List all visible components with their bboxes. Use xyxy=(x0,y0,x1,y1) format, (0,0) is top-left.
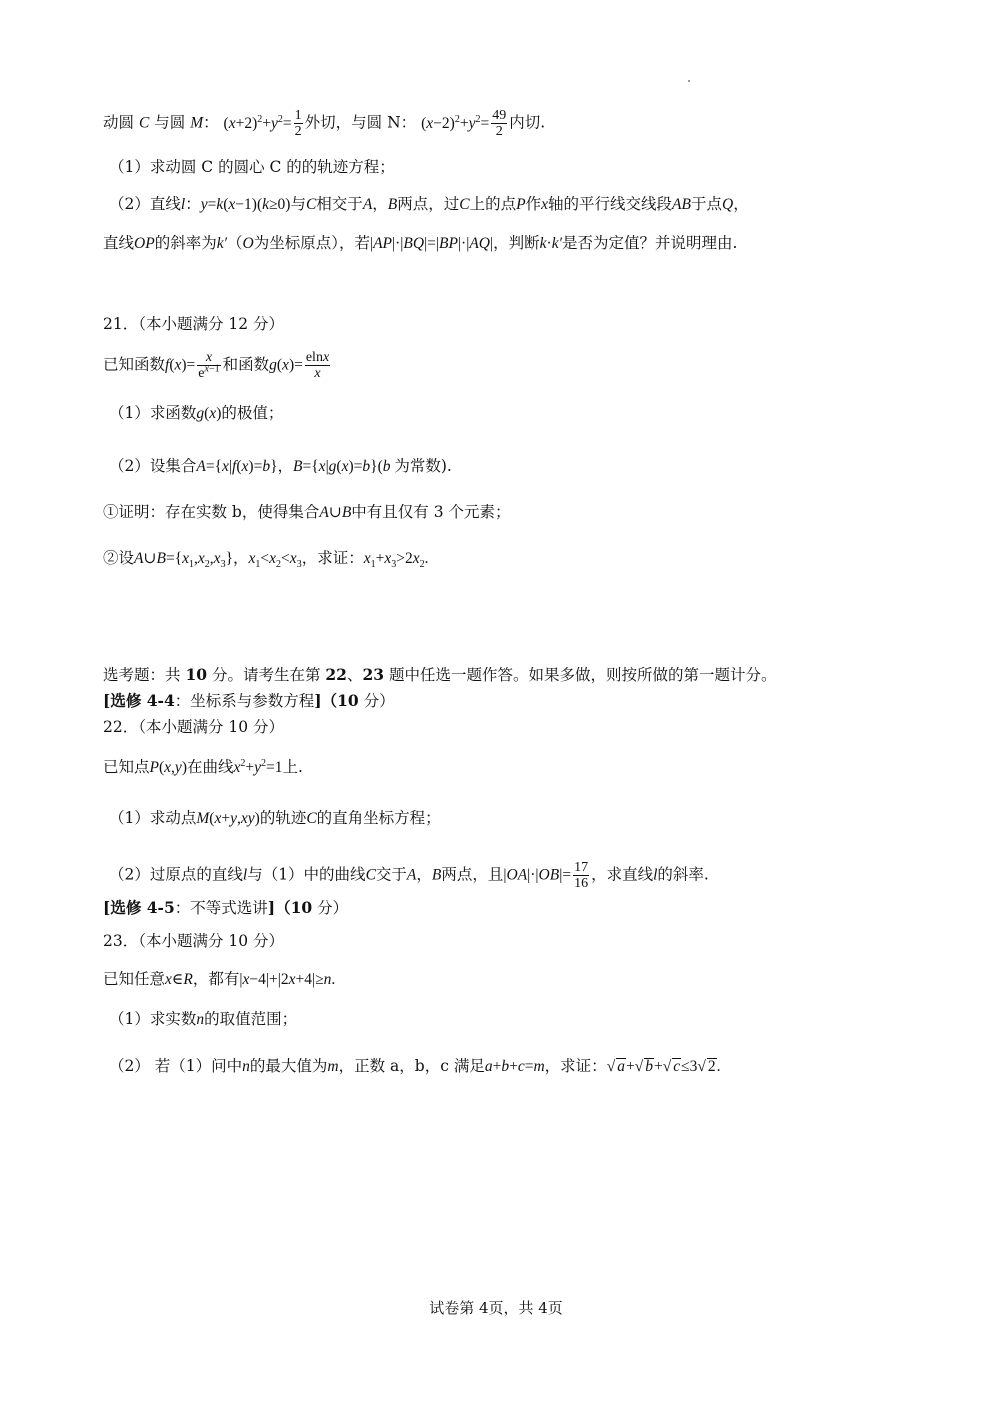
q20-text: 于点 xyxy=(690,195,722,213)
q22-text: ，求直线 xyxy=(591,865,654,884)
q21-text: 已知函数 xyxy=(103,355,166,374)
q22-text: 上. xyxy=(282,758,303,776)
q20-text: 轴的平行线交线段 xyxy=(548,195,673,213)
fraction: $\frac{1}{2}$ xyxy=(294,108,302,139)
q22-text: 与（1）中的曲线 xyxy=(247,865,366,884)
scan-dot xyxy=(688,80,690,82)
q20-text: 两点，过 xyxy=(397,195,460,213)
q21-part2: （2）设集合A={x|f(x)=b}，B={x|g(x)=b}(b 为常数). xyxy=(109,457,452,475)
q23-part1: （1）求实数n的取值范围； xyxy=(109,1010,298,1028)
q20-stem: 动圆 C 与圆 M： $(x+2)^2+y^2=$ $\frac{1}{2}$ 外切，与圆 N： $(x-2)^2+y^2=$ $\frac{49}{2}$ 内切. xyxy=(103,108,546,139)
q22-text: 的直角坐标方程； xyxy=(316,809,441,827)
q20-text: 为坐标原点），若 xyxy=(253,234,370,252)
q21-text: （1）求函数 xyxy=(109,404,197,422)
q20-text: ，判断 xyxy=(493,234,540,252)
q20-stem-text: 动圆 xyxy=(103,113,135,132)
intro-text: 题中任选一题作答。如果多做，则按所做的第一题计分。 xyxy=(384,666,777,684)
q23-stem: 已知任意x∈R，都有|x−4|+|2x+4|≥n. xyxy=(103,970,336,988)
section-text: [选修 4-4 xyxy=(103,691,175,710)
section-text: 10 xyxy=(290,898,313,917)
q20-stem-text: 外切，与圆 N： xyxy=(304,113,417,132)
fraction: $\frac{elnx}{x}$ xyxy=(305,350,330,381)
q20-text: （ xyxy=(226,234,243,252)
optional-intro xyxy=(103,665,776,685)
q20-text: 作 xyxy=(525,195,542,213)
section-text: 分） xyxy=(358,692,395,710)
q22-part1: （1）求动点M(x+y,xy)的轨迹C的直角坐标方程； xyxy=(109,809,441,827)
section-text: 10 xyxy=(337,691,359,710)
intro-text: 22 xyxy=(325,665,347,684)
q22-text: 已知点 xyxy=(103,758,150,776)
q20-text: 是否为定值？并说明理由. xyxy=(561,234,738,252)
q23-text: （2） 若（1）问中 xyxy=(109,1057,243,1075)
intro-text: 10 xyxy=(185,665,208,684)
q20-text: 与 xyxy=(290,195,306,213)
q23-text: （1）求实数 xyxy=(109,1010,197,1028)
q20-stem-text: 内切. xyxy=(509,113,546,132)
q20-text: 直线 xyxy=(103,234,135,252)
q23-text: 的最大值为 xyxy=(249,1057,328,1075)
q20-part2-cont: 直线OP的斜率为k′（O为坐标原点），若|AP|·|BQ|=|BP|·|AQ|，判断k·k′是否为定值？并说明理由. xyxy=(103,234,738,252)
q20-text: （2）直线 xyxy=(109,195,181,213)
fraction: $\frac{17}{16}$ xyxy=(574,860,589,891)
q22-part2: （2）过原点的直线l与（1）中的曲线C交于A，B两点，且|OA|·|OB|= $\frac{17}{16}$ ，求直线l的斜率. xyxy=(109,860,709,891)
q22-stem: 已知点P(x,y)在曲线$x^2+y^2=1$上. xyxy=(103,757,303,776)
q23-text: 已知任意 xyxy=(103,970,166,988)
section-text: ]（ xyxy=(314,691,338,710)
q22-text: 的轨迹 xyxy=(259,809,307,827)
q21-text: 为常数). xyxy=(394,457,452,475)
q21-text: （2）设集合 xyxy=(109,457,197,475)
q23-text: 的取值范围； xyxy=(204,1010,298,1028)
intro-text: 23 xyxy=(362,665,385,684)
q22-text: 在曲线 xyxy=(186,758,234,776)
q23-part2: （2） 若（1）问中n的最大值为m，正数 a，b，c 满足a+b+c=m，求证：√ a+√ b+√ c≤3√ 2. xyxy=(109,1057,721,1075)
section-text: 分） xyxy=(312,899,349,917)
q22-text: 的斜率. xyxy=(657,865,709,884)
q23-header: 23．（本小题满分 10 分） xyxy=(103,932,285,950)
q21-text: ①证明：存在实数 b，使得集合 xyxy=(103,503,320,521)
q21-text: ②设 xyxy=(103,549,135,567)
intro-text: 、 xyxy=(346,666,363,684)
q21-header: 21．（本小题满分 12 分） xyxy=(103,315,285,333)
q21-text: 和函数 xyxy=(222,355,270,374)
q22-text: （1）求动点 xyxy=(109,809,197,827)
q22-text: （2）过原点的直线 xyxy=(109,865,243,884)
page-footer: 试卷第 4页，共 4页 xyxy=(429,1299,563,1317)
q22-header: 22．（本小题满分 10 分） xyxy=(103,718,285,736)
intro-text: 分。请考生在第 xyxy=(207,666,326,684)
q20-stem-text: 与圆 xyxy=(154,113,186,132)
section-text: ：不等式选讲 xyxy=(174,899,268,917)
q21-part1: （1）求函数g(x)的极值； xyxy=(109,404,284,422)
q21-text: 中有且仅有 3 个元素； xyxy=(351,503,511,521)
q20-text: 的斜率为 xyxy=(154,234,217,252)
section-4-5-title xyxy=(103,898,348,918)
q23-text: ，都有 xyxy=(192,970,240,988)
fraction: $\frac{x}{e^{x-1}}$ xyxy=(198,350,220,381)
q23-text: ，求证： xyxy=(544,1057,607,1075)
q21-text: 的极值； xyxy=(221,404,284,422)
q20-text: 相交于 xyxy=(316,195,363,213)
q21-claim2: ②设$A\cup B=\{x_1,x_2,x_3\}$，$x_1<x_2<x_3$，求证：$x_1+x_3>2x_2$. xyxy=(103,549,429,571)
intro-text: 选考题：共 xyxy=(103,666,186,684)
q21-stem: 已知函数f(x)= $\frac{x}{e^{x-1}}$ 和函数g(x)= $\frac{elnx}{x}$ xyxy=(103,350,330,381)
section-text: [选修 4-5 xyxy=(103,898,175,917)
fraction: $\frac{49}{2}$ xyxy=(492,108,507,139)
q20-part2: （2）直线l：y=k(x−1)(k≥0)与C相交于A，B两点，过C上的点P作x轴的平行线交线段AB于点Q， xyxy=(109,195,749,213)
section-text: ：坐标系与参数方程 xyxy=(174,692,315,710)
section-text: ]（ xyxy=(267,898,291,917)
q21-claim1: ①证明：存在实数 b，使得集合A∪B中有且仅有 3 个元素； xyxy=(103,503,511,521)
q22-text: 两点，且 xyxy=(441,865,504,884)
section-4-4-title xyxy=(103,691,395,711)
q21-text: ，求证： xyxy=(301,549,364,567)
q20-text: 上的点 xyxy=(469,195,517,213)
q20-part1: （1）求动圆 C 的圆心 C 的的轨迹方程； xyxy=(109,158,395,176)
q23-text: ，正数 a，b，c 满足 xyxy=(338,1057,485,1075)
q22-text: 交于 xyxy=(375,865,407,884)
